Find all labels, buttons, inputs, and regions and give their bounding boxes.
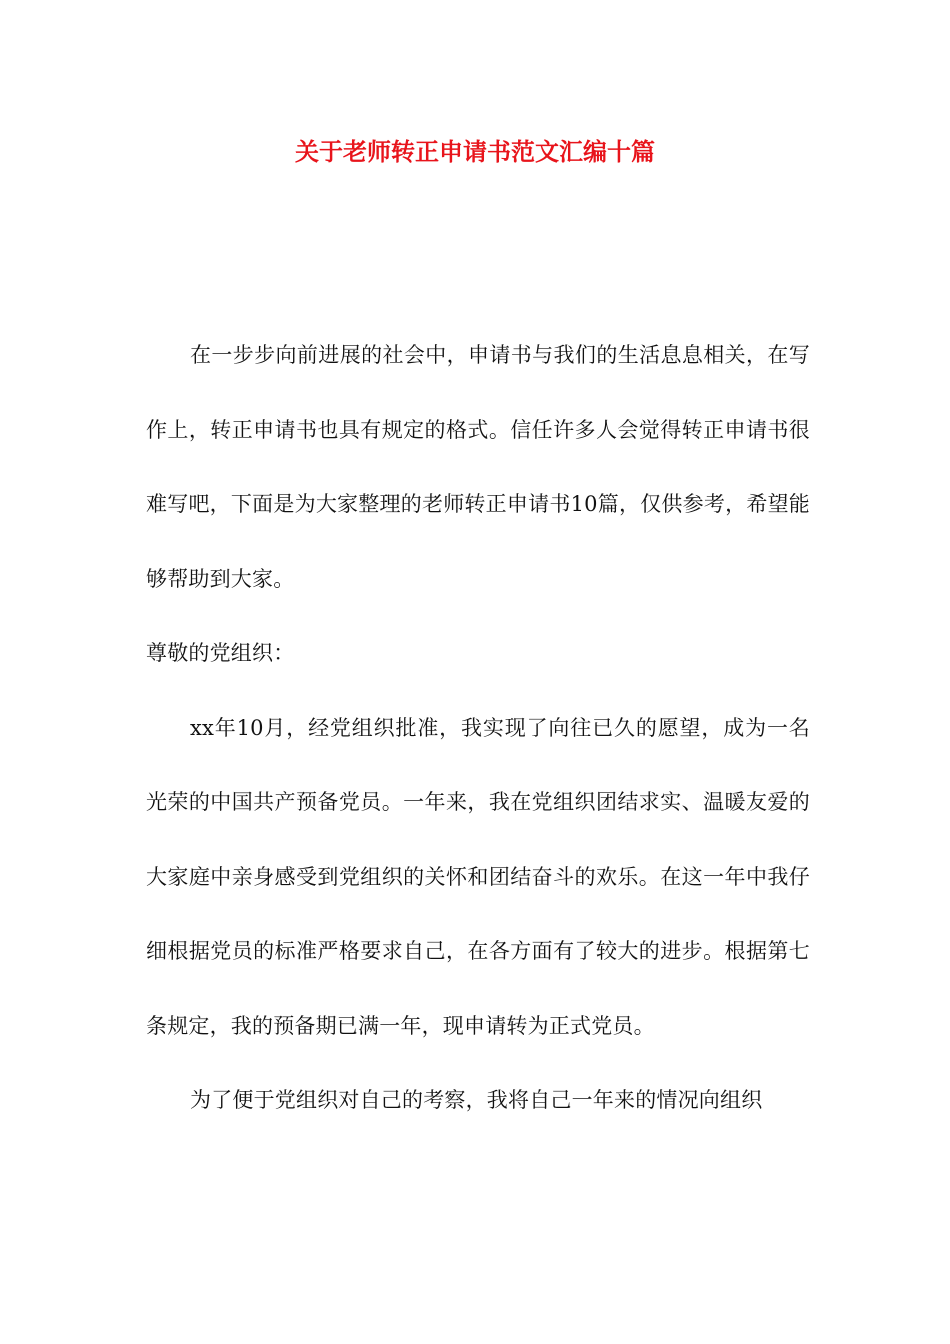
document-body — [146, 318, 810, 1138]
intro-paragraph: 在一步步向前进展的社会中，申请书与我们的生活息息相关，在写作上，转正申请书也具有规定的格式。信任许多人会觉得转正申请书很难写吧，下面是为大家整理的老师转正申请书10篇，仅供参考，希望能够帮助到大家。 — [146, 343, 810, 591]
document-title: 关于老师转正申请书范文汇编十篇 — [295, 137, 655, 166]
salutation: 尊敬的党组织： — [146, 641, 295, 665]
body-paragraph-1: xx年10月，经党组织批准，我实现了向往已久的愿望，成为一名光荣的中国共产预备党员。一年来，我在党组织团结求实、温暖友爱的大家庭中亲身感受到党组织的关怀和团结奋斗的欢乐。在这一年中我仔细根据党员的标准严格要求自己，在各方面有了较大的进步。根据第七条规定，我的预备期已满一年，现申请转为正式党员。 — [146, 715, 810, 1038]
body-paragraph-2: 为了便于党组织对自己的考察，我将自己一年来的情况向组织 — [190, 1088, 763, 1112]
